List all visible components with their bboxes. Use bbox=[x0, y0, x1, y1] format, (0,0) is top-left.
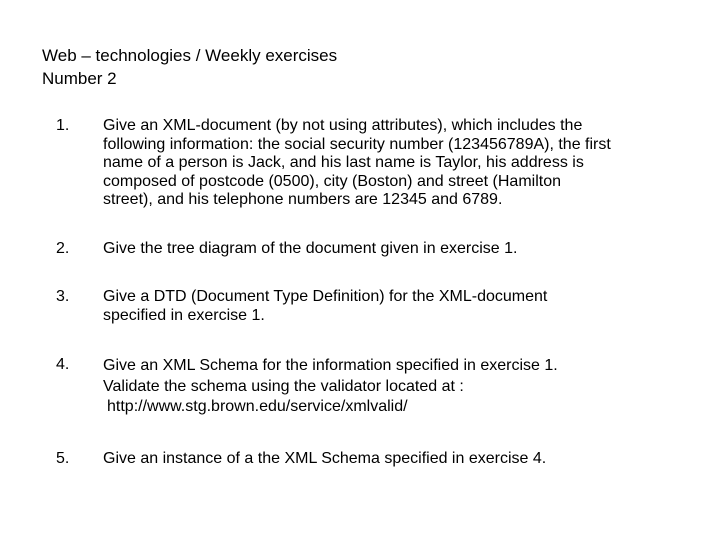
exercise-line: composed of postcode (0500), city (Boston) and street (Hamilton bbox=[103, 172, 561, 190]
exercise-line: Give an XML Schema for the information specified in exercise 1. bbox=[103, 357, 558, 374]
exercise-line: specified in exercise 1. bbox=[103, 306, 265, 324]
exercise-line: Give a DTD (Document Type Definition) for the XML-document bbox=[103, 288, 548, 305]
exercise-line: Give the tree diagram of the document given in exercise 1. bbox=[103, 240, 518, 257]
exercise-text bbox=[103, 450, 688, 469]
exercise-number: 5. bbox=[56, 450, 70, 467]
document-subtitle: Number 2 bbox=[42, 69, 117, 88]
exercise-text bbox=[103, 117, 688, 210]
exercise-text bbox=[103, 288, 688, 325]
document-title: Web – technologies / Weekly exercises bbox=[42, 46, 338, 65]
exercise-text bbox=[103, 240, 688, 259]
validator-url: http://www.stg.brown.edu/service/xmlvalid/ bbox=[107, 398, 408, 415]
exercise-number: 1. bbox=[56, 117, 70, 134]
exercise-line: Validate the schema using the validator located at : bbox=[103, 377, 464, 395]
exercise-line: street), and his telephone numbers are 12345 and 6789. bbox=[103, 191, 503, 209]
exercise-number: 2. bbox=[56, 240, 70, 257]
exercise-number: 3. bbox=[56, 288, 70, 305]
exercise-line: name of a person is Jack, and his last name is Taylor, his address is bbox=[103, 154, 584, 172]
exercise-line: Give an XML-document (by not using attributes), which includes the bbox=[103, 117, 583, 134]
exercise-line: following information: the social security number (123456789A), the first bbox=[103, 135, 611, 153]
exercise-text bbox=[103, 356, 688, 418]
exercise-line: Give an instance of a the XML Schema specified in exercise 4. bbox=[103, 450, 547, 467]
document-header bbox=[42, 44, 337, 90]
exercise-number: 4. bbox=[56, 356, 70, 373]
